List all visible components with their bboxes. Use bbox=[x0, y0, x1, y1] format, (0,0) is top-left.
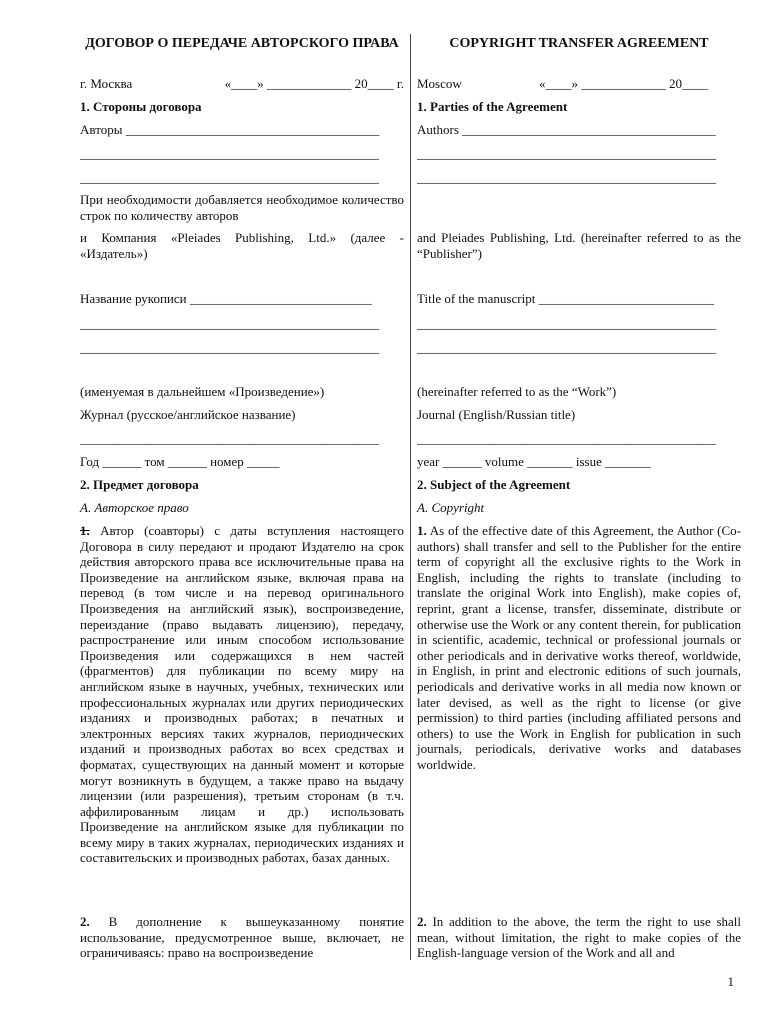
city-en: Moscow bbox=[417, 76, 462, 91]
section2-heading-ru: 2. Предмет договора bbox=[80, 477, 199, 492]
authors-field-en: Authors _______________________________________ bbox=[417, 122, 716, 137]
manuscript-field-en: Title of the manuscript ___________________________ bbox=[417, 291, 715, 306]
journal-label-ru: Журнал (русское/английское название) bbox=[80, 407, 296, 422]
city-date-row-ru bbox=[80, 76, 404, 92]
section1-heading-en: 1. Parties of the Agreement bbox=[417, 99, 568, 114]
paragraph-text: Автор (соавторы) с даты вступления настоящего Договора в силу передают и продают Издателю на срок действия авторского права все исключительные права на Произведение на английском языке, включая права на перевод (в том числе и на перевод оригинального Произведения на английский язык), воспроизведение, переиздание (право выдавать лицензию), передачу, распространение или иным способом использование Произведения или содержащихся в нем частей (фрагментов) для публикации по всему миру на английском языке в научных, учебных, технических или профессиональных журналах или других периодических изданиях и производных работах; в печатных и электронных версиях таких журналов, периодических изданий и производных работах во всех средствах и форматах, существующих на данный момент и которые могут возникнуть в будущем, а также право на выдачу лицензии (или разрешения), третьим сторонам (в т.ч. аффилированным лицам и др.) использовать Произведение на английском языке для публикации по всему миру в таких журналах, периодических изданиях и составительских и производных работах, базах данных. bbox=[80, 523, 404, 866]
paragraph-2-ru bbox=[80, 914, 404, 961]
subsection-a-en: A. Copyright bbox=[417, 500, 485, 515]
agreement-title-ru: ДОГОВОР О ПЕРЕДАЧЕ АВТОРСКОГО ПРАВА bbox=[85, 36, 399, 51]
blank-line: ______________________________________________ bbox=[80, 431, 379, 446]
work-definition-ru: (именуемая в дальнейшем «Произведение») bbox=[80, 384, 325, 399]
section1-heading-ru: 1. Стороны договора bbox=[80, 99, 202, 114]
agreement-title-en: COPYRIGHT TRANSFER AGREEMENT bbox=[449, 36, 709, 51]
blank-line: ______________________________________________ bbox=[80, 316, 379, 331]
authors-note-ru: При необходимости добавляется необходимое количество строк по количеству авторов bbox=[80, 192, 404, 223]
company-ru: и Компания «Pleiades Publishing, Ltd.» (далее - «Издатель») bbox=[80, 230, 404, 261]
paragraph-text: As of the effective date of this Agreement, the Author (Co-authors) shall transfer and sell to the Publisher for the entire term of copyright all the exclusive rights to the Work in English, including the rights to translate (including to translate the original Work into English), make copies of, reprint, grant a license, transfer, disseminate, distribute or otherwise use the Work or any content therein, for publication in scientific, academic, technical or professional journals or other periodicals and in derivative works thereof, worldwide, in English, in print and electronic editions of such journals, periodicals and derivative works in all media now known or later devised, as well as the right to license (or give permission) to third parties (including affiliated persons and others) to use the Work in English for publication in such journals, periodicals, derivative works and databases worldwide. bbox=[417, 523, 741, 772]
date-en: «____» _____________ 20____ bbox=[539, 76, 708, 91]
blank-line: ______________________________________________ bbox=[417, 340, 716, 355]
journal-label-en: Journal (English/Russian title) bbox=[417, 407, 576, 422]
manuscript-field-ru: Название рукописи ____________________________ bbox=[80, 291, 372, 306]
paragraph-number: 1. bbox=[80, 523, 90, 538]
city-date-row-en bbox=[417, 76, 741, 92]
year-volume-issue-en: year ______ volume _______ issue _______ bbox=[417, 454, 651, 469]
blank-line: ______________________________________________ bbox=[417, 431, 716, 446]
work-definition-en: (hereinafter referred to as the “Work”) bbox=[417, 384, 617, 399]
paragraph-1-en bbox=[417, 523, 741, 773]
paragraph-1-ru bbox=[80, 523, 404, 866]
blank-line: ______________________________________________ bbox=[417, 146, 716, 161]
company-en: and Pleiades Publishing, Ltd. (hereinafter referred to as the “Publisher”) bbox=[417, 230, 741, 261]
city-ru: г. Москва bbox=[80, 76, 133, 91]
blank-line: ______________________________________________ bbox=[80, 146, 379, 161]
page-number: 1 bbox=[727, 974, 734, 989]
column-divider bbox=[410, 34, 411, 960]
paragraph-number: 2. bbox=[417, 914, 427, 929]
section2-heading-en: 2. Subject of the Agreement bbox=[417, 477, 571, 492]
authors-field-ru: Авторы _______________________________________ bbox=[80, 122, 380, 137]
paragraph-number: 2. bbox=[80, 914, 90, 929]
paragraph-number: 1. bbox=[417, 523, 427, 538]
paragraph-2-en bbox=[417, 914, 741, 961]
blank-line: ______________________________________________ bbox=[417, 316, 716, 331]
paragraph-text: In addition to the above, the term the right to use shall mean, without limitation, the right to make copies of the English-language version of the Work and all and bbox=[417, 914, 741, 961]
blank-line: ______________________________________________ bbox=[417, 170, 716, 185]
year-volume-issue-ru: Год ______ том ______ номер _____ bbox=[80, 454, 280, 469]
date-ru: «____» _____________ 20____ г. bbox=[224, 76, 404, 91]
subsection-a-ru: А. Авторское право bbox=[80, 500, 189, 515]
blank-line: ______________________________________________ bbox=[80, 340, 379, 355]
paragraph-text: В дополнение к вышеуказанному понятие использование, предусмотренное выше, включает, не ограничиваясь: право на воспроизведение bbox=[80, 914, 404, 961]
blank-line: ______________________________________________ bbox=[80, 170, 379, 185]
